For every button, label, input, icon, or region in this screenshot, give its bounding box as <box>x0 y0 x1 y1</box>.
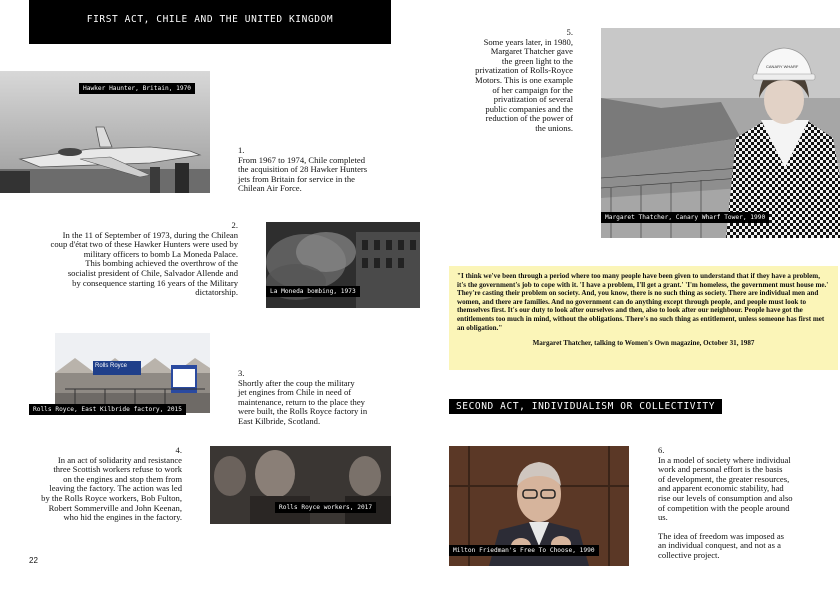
section-3-line: jet engines from Chile in need of <box>238 387 352 398</box>
section-4-line: by the Rolls Royce workers, Bob Fulton, <box>41 492 182 503</box>
section-6 <box>658 446 840 561</box>
section-5-line: Margaret Thatcher gave <box>490 46 573 57</box>
section-3-line: were built, the Rolls Royce factory in <box>238 406 368 417</box>
section-4 <box>20 446 182 523</box>
section-4-line: Robert Sommerville and John Keenan, <box>48 502 182 513</box>
section-4-line: who hid the engines in the factory. <box>63 512 182 523</box>
section-1-line: From 1967 to 1974, Chile completed <box>238 154 365 165</box>
section-6-line: rise our levels of consumption and also <box>658 492 793 503</box>
section-4-line: leaving the factory. The action was led <box>49 483 182 494</box>
section-5-line: reduction of the power of <box>485 113 573 124</box>
section-1 <box>238 146 398 194</box>
thatcher-quote-box <box>449 266 838 370</box>
section-5-line: Motors. This is one example <box>475 74 573 85</box>
section-1-number: 1. <box>238 145 245 155</box>
section-3-line: maintenance, return to the place they <box>238 396 365 407</box>
section-5-line: Some years later, in 1980, <box>483 36 573 47</box>
section-5-line: the unions. <box>535 122 573 133</box>
section-3-line: Shortly after the coup the military <box>238 377 355 388</box>
factory-illustration <box>55 333 210 413</box>
section-5-line: of her campaign for the <box>492 84 573 95</box>
act2-title: SECOND ACT, INDIVIDUALISM OR COLLECTIVITY <box>449 399 722 414</box>
section-2-line: military officers to bomb La Moneda Palace. <box>83 248 238 259</box>
section-4-line: In an act of solidarity and resistance <box>57 454 182 465</box>
section-6-line: work and personal effort is the basis <box>658 464 783 475</box>
act1-title: FIRST ACT, CHILE AND THE UNITED KINGDOM <box>29 0 391 44</box>
section-2 <box>18 221 238 298</box>
workers-caption: Rolls Royce workers, 2017 <box>275 502 376 513</box>
section-2-line: coup d'état two of these Hawker Hunters were used by <box>50 239 238 250</box>
section-6-line: us. <box>658 512 668 523</box>
rolls-royce-sign: Rolls Royce <box>95 363 128 369</box>
section-1-line: the acquisition of 28 Hawker Hunters <box>238 164 368 175</box>
section-5-line: privatization of several <box>493 94 573 105</box>
section-6-line: of development, the greater resources, <box>658 473 790 484</box>
thatcher-caption: Margaret Thatcher, Canary Wharf Tower, 1990 <box>601 212 769 223</box>
section-3 <box>238 369 408 427</box>
section-5-line: public companies and the <box>485 103 573 114</box>
section-6-line: In a model of society where individual <box>658 454 791 465</box>
section-4-number: 4. <box>175 445 182 455</box>
rolls-royce-factory-photo <box>55 333 210 413</box>
section-2-line: socialist president of Chile, Salvador Allende and <box>67 267 238 278</box>
friedman-caption: Milton Friedman's Free To Choose, 1990 <box>449 545 599 556</box>
section-6-line: of competition with the people around <box>658 502 790 513</box>
section-1-line: Chilean Air Force. <box>238 183 302 194</box>
section-2-line: by consequence starting 16 years of the Military <box>72 277 238 288</box>
section-6-line: The idea of freedom was imposed as <box>658 530 784 541</box>
quote-source: Margaret Thatcher, talking to Women's Own magazine, October 31, 1987 <box>532 339 755 348</box>
hawker-caption: Hawker Haunter, Britain, 1970 <box>79 83 195 94</box>
section-5 <box>443 28 573 134</box>
quote-text: "I think we've been through a period where too many people have been given to understand that if they have a problem, it's the government's job to cope with it. 'I have a problem, I'll get a grant.' 'I'm homeless, the government must house me.' They're casting their problem on society. And, you know, there is no such thing as society. There are individual men and women, and there are families. And no government can do anything except through people, and people must look to themselves first. It's our duty to look after ourselves and then, also to look after our neighbour. People have got the entitlements too much in mind, without the obligations. There's no such thing as entitlement, unless someone has first met an obligation." <box>457 272 829 332</box>
section-4-line: on the engines and stop them from <box>63 473 182 484</box>
section-1-line: jets from Britain for service in the <box>238 173 355 184</box>
section-5-line: privatization of Rolls-Royce <box>475 65 573 76</box>
thatcher-illustration <box>601 28 840 238</box>
section-5-number: 5. <box>566 27 573 37</box>
thatcher-photo <box>601 28 840 238</box>
section-3-line: East Kilbride, Scotland. <box>238 415 321 426</box>
section-6-number: 6. <box>658 445 665 455</box>
page-number: 22 <box>29 556 38 565</box>
section-2-line: In the 11 of September of 1973, during the Chilean <box>62 229 238 240</box>
section-2-line: This bombing achieved the overthrow of the <box>85 258 238 269</box>
section-6-line: an individual conquest, and not as a <box>658 540 781 551</box>
section-6-line: and apparent economic stability, had <box>658 483 784 494</box>
helmet-text: CANARY WHARF <box>766 64 799 69</box>
rolls-factory-caption: Rolls Royce, East Kilbride factory, 2015 <box>29 404 186 415</box>
section-4-line: three Scottish workers refuse to work <box>53 464 182 475</box>
section-5-line: the green light to the <box>501 55 573 66</box>
section-6-line: collective project. <box>658 549 720 560</box>
section-3-number: 3. <box>238 368 245 378</box>
section-2-line: dictatorship. <box>195 287 238 298</box>
moneda-caption: La Moneda bombing, 1973 <box>266 286 360 297</box>
section-2-number: 2. <box>231 220 238 230</box>
